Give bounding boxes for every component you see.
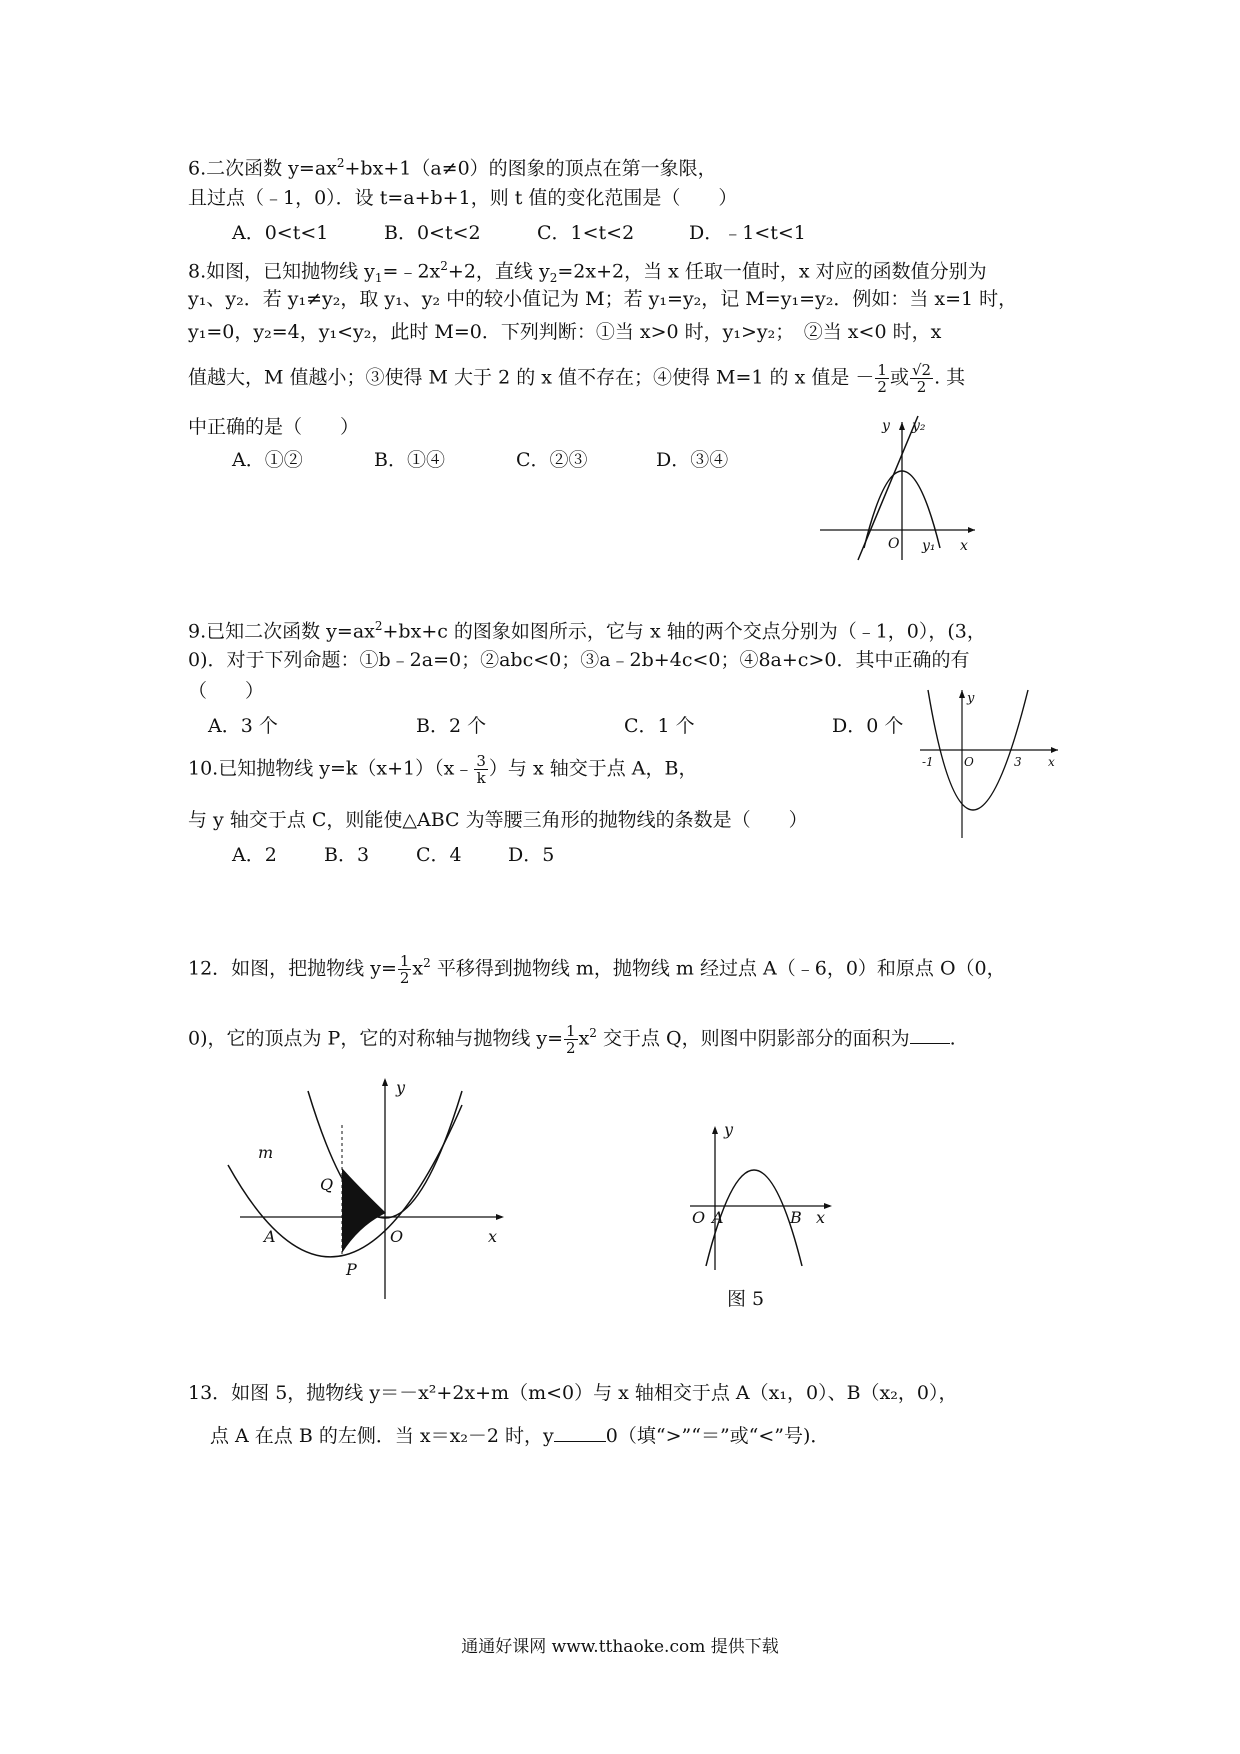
label-x: x [488,1227,498,1246]
label-x: x [816,1208,826,1227]
label-A: A [712,1208,724,1227]
x-arrow [968,527,975,533]
q13-line1: 13．如图 5，抛物线 y＝－x²+2x+m（m<0）与 x 轴相交于点 A（x₁，0）、B（x₂，0）， [188,1382,958,1404]
label-three: 3 [1014,755,1022,769]
q8-line3: y₁=0，y₂=4，y₁<y₂，此时 M=0．下列判断：①当 x>0 时，y₁>y₂； ②当 x<0 时，x [188,321,942,343]
fraction-root2-half: $\frac{√2}{2}$ [911,361,932,396]
q8-figure [820,410,980,560]
q8-options [232,447,728,473]
label-origin: O [964,755,974,769]
y-arrow [959,690,965,698]
q10-option-d: D．5 [508,844,555,866]
q9-option-a: A．3 个 [208,715,278,737]
q6-option-b: B．0<t<2 [384,222,481,244]
label-minus-one: -1 [922,755,934,769]
x-arrow [496,1214,504,1220]
q6-line1: 6.二次函数 $y=ax^2+bx+1(a\ne 0)$的图象的顶点在第一象限， [188,156,717,180]
label-m: m [258,1143,274,1162]
q6-options [232,220,806,246]
q6-option-d: D．﹣1<t<1 [689,222,806,244]
fig5-caption: 图 5 [727,1288,765,1310]
q9-line1: 9.已知二次函数 $y=ax^2+bx+c$ 的图象如图所示，它与 x 轴的两个交点分别为（﹣1，0），(3， [188,619,986,643]
fraction-one-half: $\frac{1}{2}$ [399,951,410,987]
q12-figure [230,1075,520,1300]
answer-blank [554,1441,606,1442]
label-y: y [967,691,975,706]
q6-option-c: C．1<t<2 [537,222,635,244]
q10-line2: 与 y 轴交于点 C，则能使△ABC 为等腰三角形的抛物线的条数是（ ） [188,809,808,831]
y-arrow [712,1126,718,1134]
label-O: O [692,1208,706,1227]
q8-line5: 中正确的是（ ） [188,416,360,438]
y-arrow [899,422,905,430]
y-arrow [382,1078,388,1086]
q9-figure [920,690,1060,838]
q9-option-c: C．1 个 [624,715,695,737]
q6-option-a: A．0<t<1 [232,222,329,244]
q9-option-b: B．2 个 [416,715,487,737]
fraction-one-half: $\frac{1}{2}$ [877,361,887,396]
q12-line2: 0)，它的顶点为 P，它的对称轴与抛物线 y= $\frac{1}{2}$ $x^2$ 交于点 Q，则图中阴影部分的面积为 . [188,1021,956,1057]
answer-blank [910,1043,950,1044]
q13-line2: 点 A 在点 B 的左侧．当 x＝x₂－2 时，y 0（填“>”“＝”或“<”号)． [210,1425,830,1447]
q6-line2: 且过点（﹣1，0）．设 t=a+b+1，则 t 值的变化范围是（ ） [188,187,738,209]
fig5-figure [690,1120,840,1270]
q9-options [208,713,903,739]
q8-option-c: C．②③ [516,449,588,471]
fraction-3-over-k: $\frac{3}{k}$ [476,752,486,787]
label-P: P [346,1260,357,1279]
q8-line1: 8.如图，已知抛物线 $y_1=﹣2x^2+2$，直线 $y_2=2x+2$，当 x 任取一值时，x 对应的函数值分别为 [188,259,987,286]
fraction-one-half-2: $\frac{1}{2}$ [566,1021,576,1057]
q8-line4: 值越大，M 值越小；③使得 M 大于 2 的 x 值不存在；④使得 M=1 的 x 值是 － $\frac{1}{2}$ 或 $\frac{√2}{2}$ . 其 [188,361,966,396]
q9-line2: 0)．对于下列命题：①b﹣2a=0；②abc<0；③a﹣2b+4c<0；④8a+c>0．其中正确的有 [188,649,970,671]
q10-option-a: A．2 [232,844,277,866]
q10-option-b: B．3 [324,844,370,866]
shaded-region [342,1168,386,1253]
q10-options [232,842,554,868]
label-y: y [396,1078,406,1097]
label-y2: y₂ [912,418,926,434]
q12-line1: 12．如图，把抛物线 y= $\frac{1}{2}$ $x^2$ 平移得到抛物线 m，抛物线 m 经过点 A（﹣6，0）和原点 O（0， [188,951,1006,987]
q10-option-c: C．4 [416,844,462,866]
label-origin: O [888,536,900,552]
q9-line3: （ ） [188,680,265,702]
page-footer: 通通好课网 www.tthaoke.com 提供下载 [461,1637,779,1657]
q8-option-b: B．①④ [374,449,445,471]
label-x: x [1048,755,1055,769]
x-arrow [1051,747,1058,753]
x-arrow [824,1203,832,1209]
label-O: O [390,1227,404,1246]
label-y: y [882,418,890,434]
label-Q: Q [320,1175,334,1194]
label-y1: y₁ [922,538,936,554]
q8-option-d: D．③④ [656,449,729,471]
label-B: B [790,1208,802,1227]
label-A: A [264,1227,276,1246]
q9-option-d: D．0 个 [832,715,904,737]
q8-option-a: A．①② [232,449,303,471]
label-x: x [960,538,968,554]
q10-line1: 10.已知抛物线 y=k（x+1）（x﹣ $\frac{3}{k}$ ）与 x 轴交于点 A，B， [188,752,698,787]
q8-line2: y₁、y₂．若 y₁≠y₂，取 y₁、y₂ 中的较小值记为 M；若 y₁=y₂，记 M=y₁=y₂．例如：当 x=1 时， [188,288,1018,310]
label-y: y [724,1120,734,1139]
